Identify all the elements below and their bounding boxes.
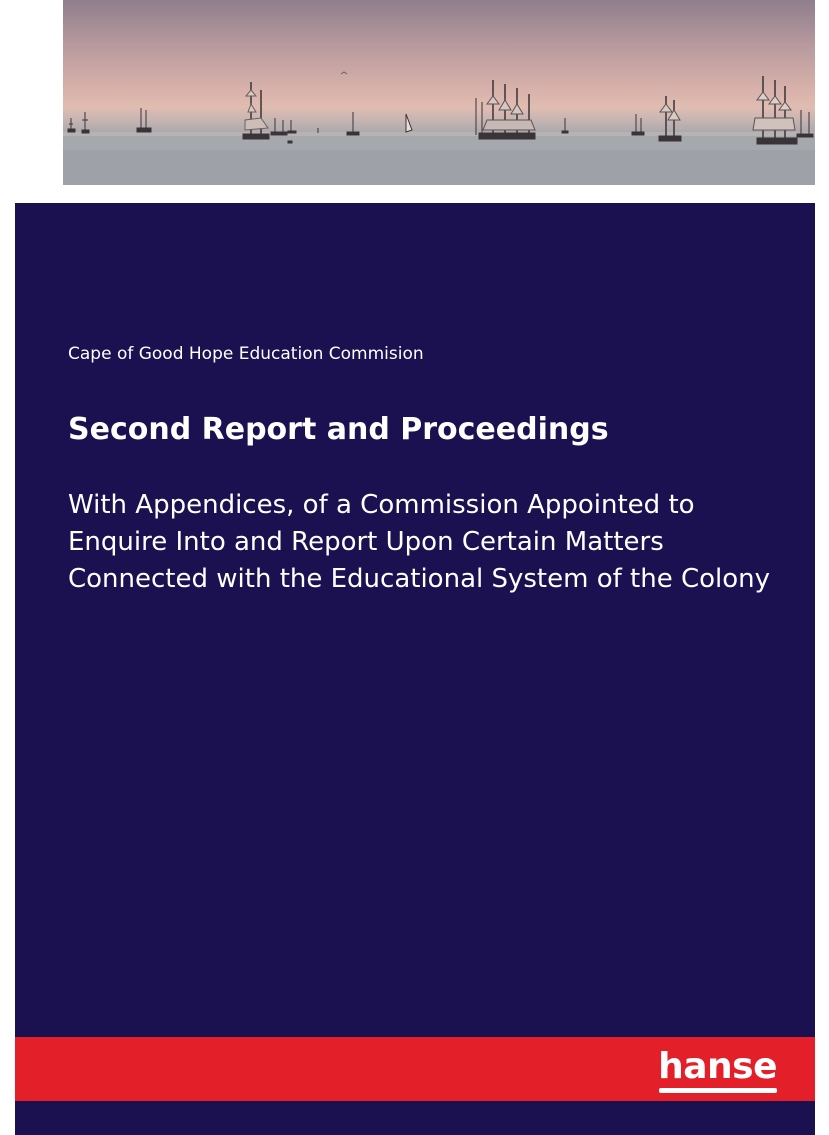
cover-photo: [63, 0, 815, 185]
book-cover: [15, 203, 815, 1135]
logo-underline-icon: [659, 1088, 777, 1093]
publisher-logo: hanse: [658, 1046, 777, 1087]
book-title: Second Report and Proceedings: [68, 412, 609, 447]
publisher-band: [15, 1037, 815, 1101]
author-name: Cape of Good Hope Education Commision: [68, 344, 424, 364]
sailing-ships-photo-icon: [63, 0, 815, 185]
book-subtitle: With Appendices, of a Commission Appointed to Enquire Into and Report Upon Certain Matters Connected with the Educational System of the Colony: [68, 490, 771, 594]
